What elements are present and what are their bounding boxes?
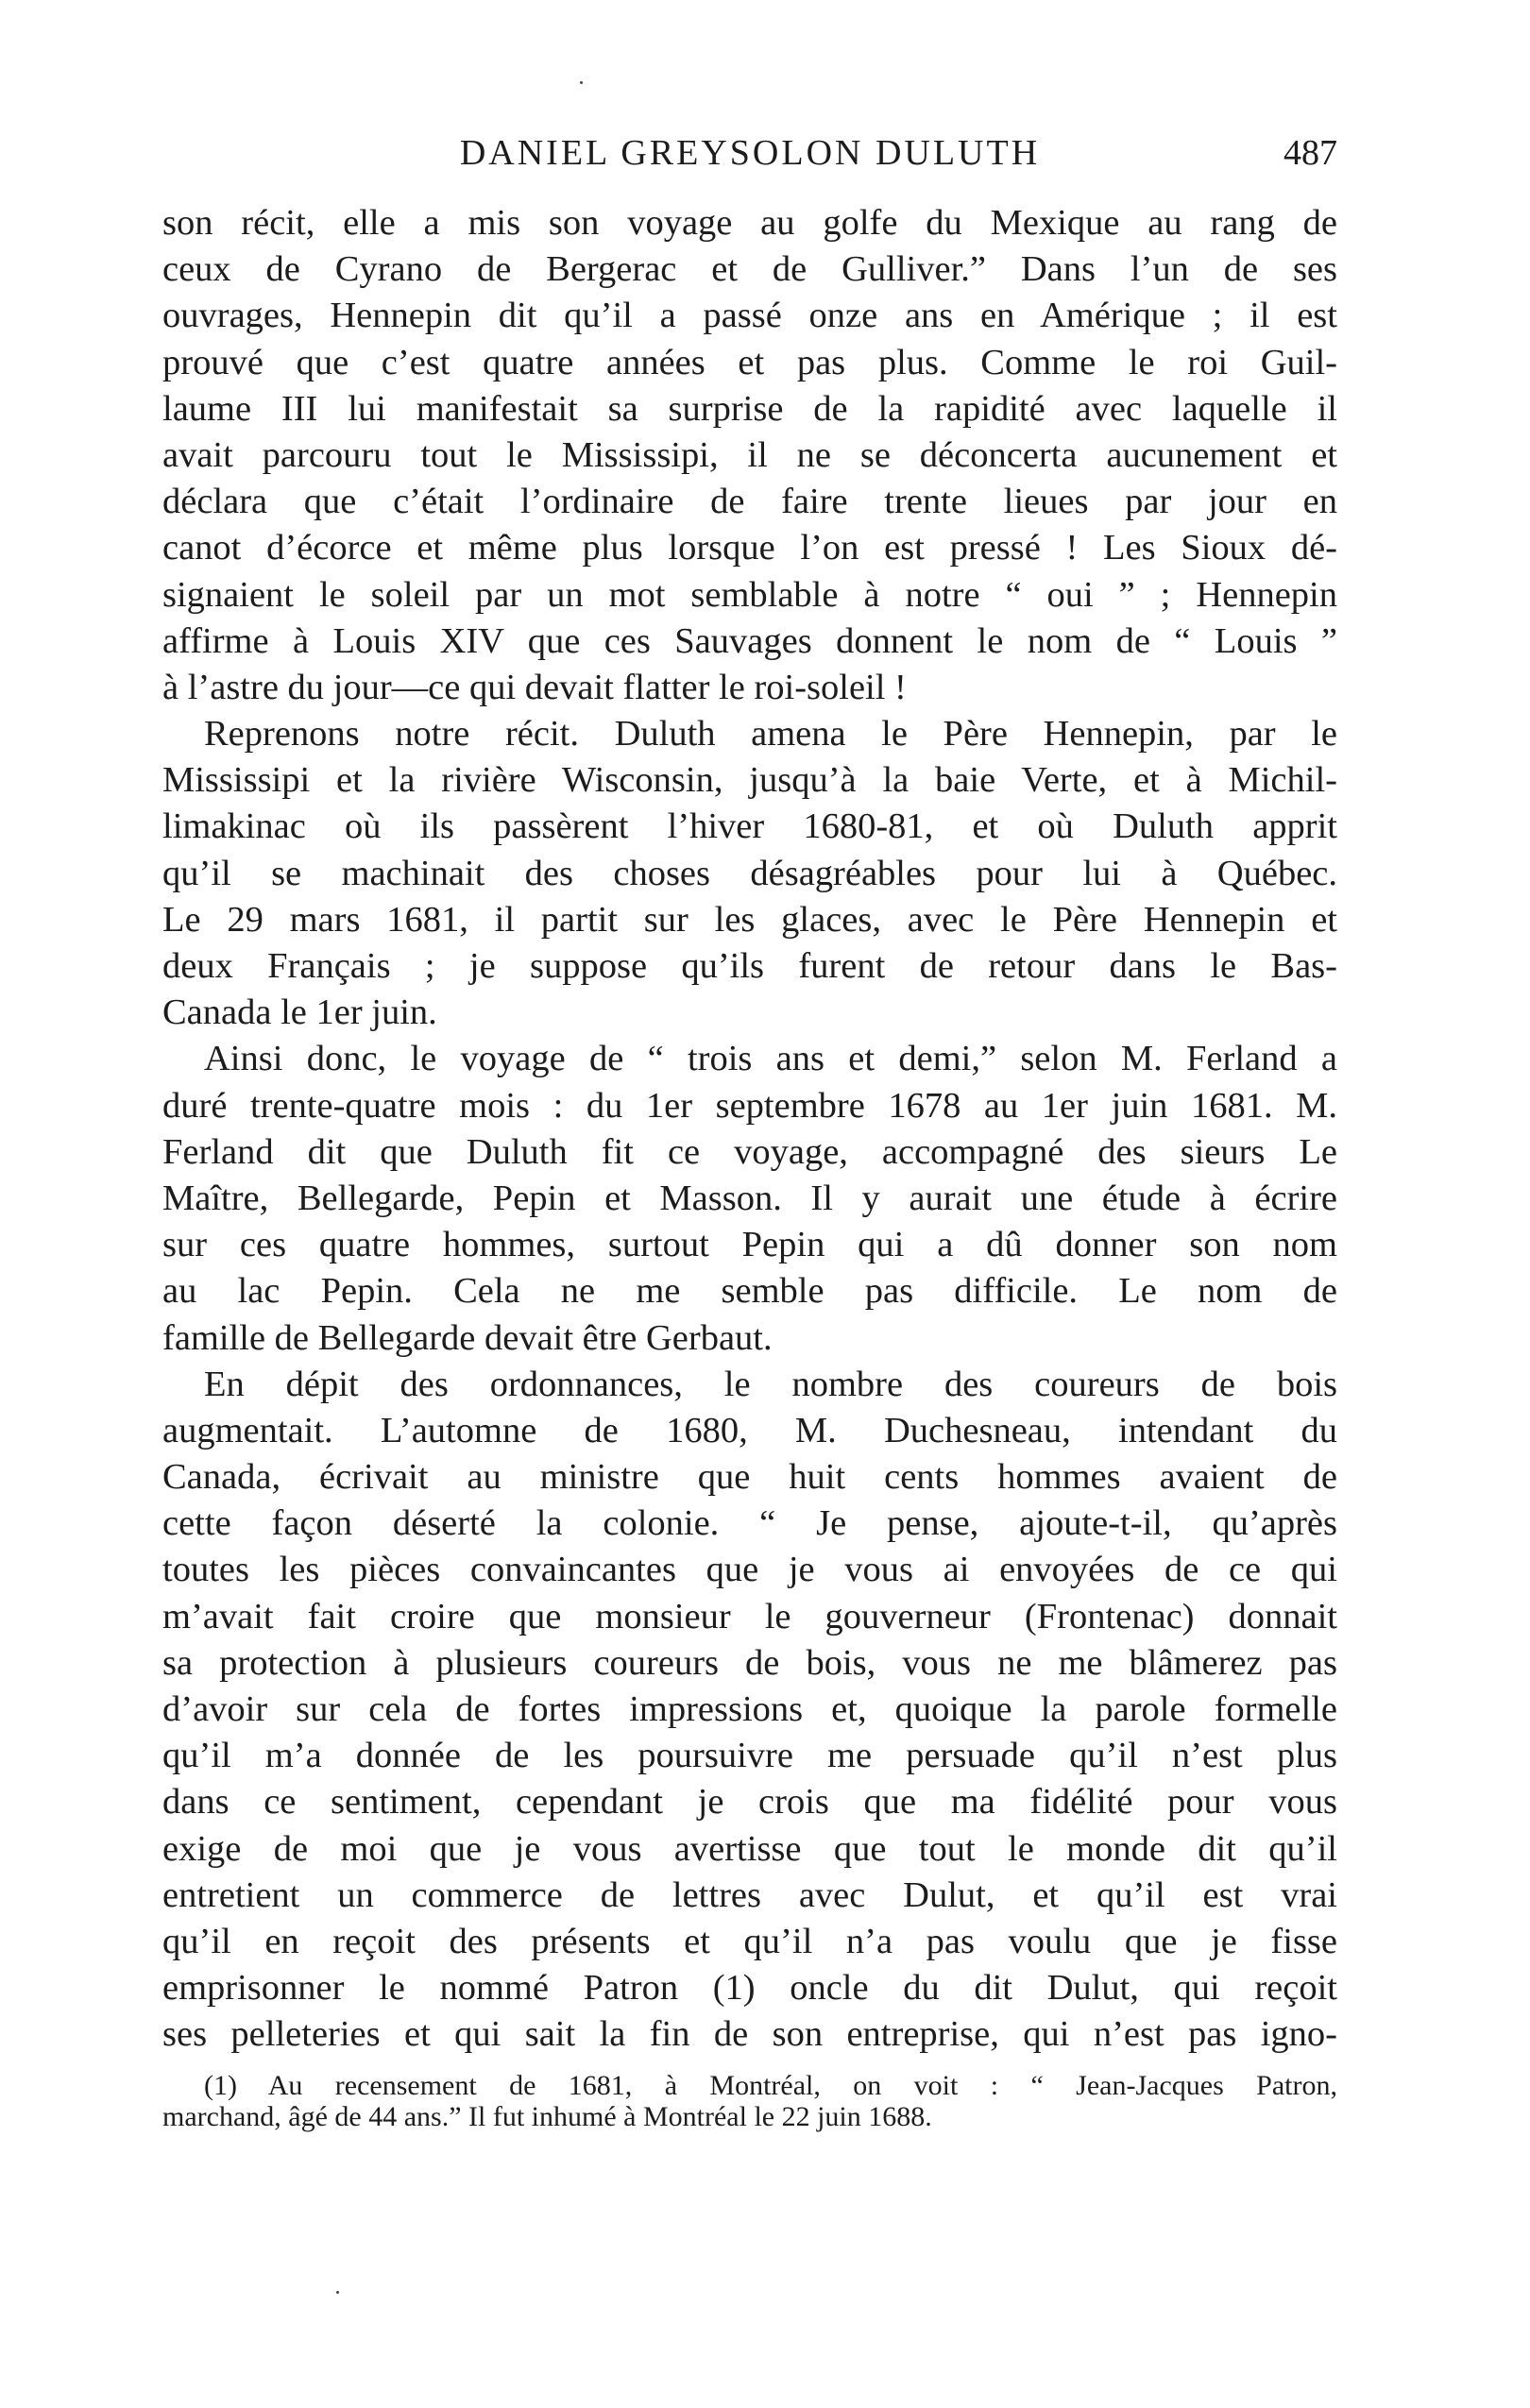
text-line: à l’astre du jour—ce qui devait flatter le roi-soleil ! <box>162 667 907 707</box>
page-number: 487 <box>1284 133 1337 173</box>
text-line: affirme à Louis XIV que ces Sauvages donnent le nom de “ Louis ” <box>162 620 1337 661</box>
text-line: toutes les pièces convaincantes que je vous ai envoyées de ce qui <box>162 1550 1337 1590</box>
text-line: famille de Bellegarde devait être Gerbaut. <box>162 1317 773 1358</box>
body-text <box>162 200 1337 2059</box>
text-line: Reprenons notre récit. Duluth amena le Père Hennepin, par le <box>204 714 1337 755</box>
text-line: ses pelleteries et qui sait la fin de son entreprise, qui n’est pas igno- <box>162 2014 1337 2055</box>
text-line: entretient un commerce de lettres avec Dulut, et qu’il est vrai <box>162 1874 1337 1915</box>
running-title: DANIEL GREYSOLON DULUTH <box>459 133 1041 173</box>
text-line: augmentait. L’automne de 1680, M. Duchesneau, intendant du <box>162 1410 1337 1450</box>
text-line: Canada le 1er juin. <box>162 992 437 1033</box>
text-line: ceux de Cyrano de Bergerac et de Gulliver.” Dans l’un de ses <box>162 249 1337 290</box>
text-line: Maître, Bellegarde, Pepin et Masson. Il y aurait une étude à écrire <box>162 1178 1337 1218</box>
text-line: duré trente-quatre mois : du 1er septembre 1678 au 1er juin 1681. M. <box>162 1085 1337 1126</box>
footnote <box>162 2070 1337 2132</box>
scan-speck <box>336 2291 339 2294</box>
text-line: limakinac où ils passèrent l’hiver 1680-81, et où Duluth apprit <box>162 806 1337 847</box>
text-line: laume III lui manifestait sa surprise de la rapidité avec laquelle il <box>162 388 1337 429</box>
text-line: d’avoir sur cela de fortes impressions et, quoique la parole formelle <box>162 1689 1337 1729</box>
text-line: signaient le soleil par un mot semblable à notre “ oui ” ; Hennepin <box>162 574 1337 615</box>
text-line: Le 29 mars 1681, il partit sur les glaces, avec le Père Hennepin et <box>162 899 1337 940</box>
text-line: qu’il m’a donnée de les poursuivre me persuade qu’il n’est plus <box>162 1736 1337 1776</box>
text-line: emprisonner le nommé Patron (1) oncle du dit Dulut, qui reçoit <box>162 1968 1337 2009</box>
text-line: Canada, écrivait au ministre que huit cents hommes avaient de <box>162 1457 1337 1498</box>
text-line: déclara que c’était l’ordinaire de faire trente lieues par jour en <box>162 482 1337 522</box>
text-line: qu’il en reçoit des présents et qu’il n’a pas voulu que je fisse <box>162 1921 1337 1961</box>
text-line: ouvrages, Hennepin dit qu’il a passé onze ans en Amérique ; il est <box>162 296 1337 336</box>
text-line: Ferland dit que Duluth fit ce voyage, accompagné des sieurs Le <box>162 1131 1337 1172</box>
text-line: avait parcouru tout le Mississipi, il ne se déconcerta aucunement et <box>162 434 1337 475</box>
text-line: son récit, elle a mis son voyage au golfe du Mexique au rang de <box>162 203 1337 243</box>
text-line: deux Français ; je suppose qu’ils furent de retour dans le Bas- <box>162 946 1337 986</box>
text-line: dans ce sentiment, cependant je crois que ma fidélité pour vous <box>162 1782 1337 1823</box>
text-line: m’avait fait croire que monsieur le gouverneur (Frontenac) donnait <box>162 1596 1337 1636</box>
scan-speck <box>580 81 583 84</box>
text-line: au lac Pepin. Cela ne me semble pas difficile. Le nom de <box>162 1271 1337 1312</box>
text-line: Mississipi et la rivière Wisconsin, jusqu’à la baie Verte, et à Michil- <box>162 760 1337 801</box>
footnote-line: marchand, âgé de 44 ans.” Il fut inhumé à Montréal le 22 juin 1688. <box>162 2101 932 2132</box>
text-line: En dépit des ordonnances, le nombre des coureurs de bois <box>204 1364 1337 1404</box>
text-line: sa protection à plusieurs coureurs de bois, vous ne me blâmerez pas <box>162 1642 1337 1683</box>
text-line: cette façon déserté la colonie. “ Je pense, ajoute-t-il, qu’après <box>162 1503 1337 1544</box>
text-line: Ainsi donc, le voyage de “ trois ans et demi,” selon M. Ferland a <box>204 1039 1337 1079</box>
text-line: sur ces quatre hommes, surtout Pepin qui a dû donner son nom <box>162 1225 1337 1265</box>
page-header <box>162 130 1337 176</box>
text-line: qu’il se machinait des choses désagréables pour lui à Québec. <box>162 853 1337 893</box>
text-line: prouvé que c’est quatre années et pas plus. Comme le roi Guil- <box>162 342 1337 382</box>
text-line: canot d’écorce et même plus lorsque l’on est pressé ! Les Sioux dé- <box>162 528 1337 568</box>
text-line: exige de moi que je vous avertisse que tout le monde dit qu’il <box>162 1828 1337 1869</box>
footnote-line: (1) Au recensement de 1681, à Montréal, on voit : “ Jean-Jacques Patron, <box>204 2070 1337 2101</box>
